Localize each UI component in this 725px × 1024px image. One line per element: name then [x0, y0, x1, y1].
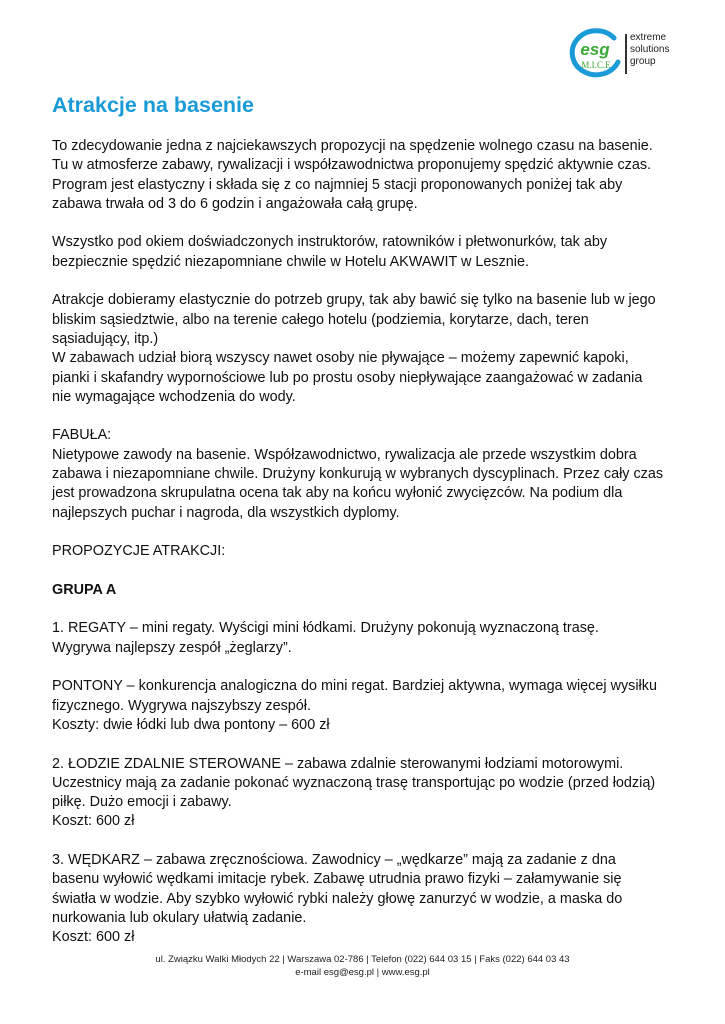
- logo-mark-text: esg: [580, 40, 610, 59]
- paragraph-spacer: [52, 523, 682, 542]
- text-line: W zabawach udział biorą wszyscy nawet osoby nie pływające – możemy zapewnić kapoki,: [52, 350, 629, 367]
- logo-line-3: group: [630, 56, 656, 67]
- page-title: Atrakcje na basenie: [52, 93, 254, 117]
- text-line: Atrakcje dobieramy elastycznie do potrzeb grupy, tak aby bawić się tylko na basenie lub w jego: [52, 292, 656, 309]
- text-line: 3. WĘDKARZ – zabawa zręcznościowa. Zawodnicy – „wędkarze” mają za zadanie z dna: [52, 851, 616, 868]
- text-line: Koszty: dwie łódki lub dwa pontony – 600 zł: [52, 716, 330, 733]
- text-line: zabawa i niezapomniane chwile. Drużyny konkurują w wybranych dyscyplinach. Przez cały czas: [52, 466, 664, 483]
- paragraph-spacer: [52, 735, 682, 754]
- text-line: Koszt: 600 zł: [52, 813, 135, 830]
- text-line: PROPOZYCJE ATRAKCJI:: [52, 543, 226, 560]
- text-line: FABUŁA:: [52, 427, 112, 444]
- text-line: 2. ŁODZIE ZDALNIE STEROWANE – zabawa zdalnie sterowanymi łodziami motorowymi.: [52, 755, 624, 772]
- footer-address: ul. Związku Walki Młodych 22 | Warszawa 02-786 | Telefon (022) 644 03 15 | Faks (022) 644 03 43: [155, 954, 570, 965]
- logo-wordmark: [630, 32, 669, 68]
- text-line: Wygrywa najlepszy zespół „żeglarzy”.: [52, 639, 292, 656]
- text-line: 1. REGATY – mini regaty. Wyścigi mini łódkami. Drużyny pokonują wyznaczoną trasę.: [52, 620, 599, 637]
- text-line: jest prowadzona skrupulatna ocena tak aby na końcu wyłonić zwycięzców. Na podium dla: [52, 485, 623, 502]
- text-line: GRUPA A: [52, 581, 117, 598]
- text-line: Wszystko pod okiem doświadczonych instruktorów, ratowników i płetwonurków, tak aby: [52, 234, 608, 251]
- text-line: pianki i skafandry wypornościowe lub po prostu osoby niepływające zaangażować w zadania: [52, 369, 643, 386]
- paragraph-spacer: [52, 214, 682, 233]
- company-logo: [566, 28, 686, 80]
- text-line: zabawa trwała od 3 do 6 godzin i angażowała całą grupę.: [52, 195, 418, 212]
- paragraph-spacer: [52, 832, 682, 851]
- text-line: basenu wyłowić wędkami imitacje rybek. Zabawę utrudnia prawo fizyki – załamywanie się: [52, 871, 622, 888]
- paragraph-spacer: [52, 407, 682, 426]
- text-line: nurkowania lub okulary ułatwią zadanie.: [52, 909, 307, 926]
- text-line: bliskim sąsiedztwie, albo na terenie całego hotelu (podziemia, korytarze, dach, teren: [52, 311, 589, 328]
- text-line: PONTONY – konkurencja analogiczna do mini regat. Bardziej aktywna, wymaga więcej wysiłku: [52, 678, 657, 695]
- text-line: Program jest elastyczny i składa się z co najmniej 5 stacji proponowanych poniżej tak aby: [52, 176, 623, 193]
- paragraph-spacer: [52, 272, 682, 291]
- logo-line-1: extreme: [630, 32, 667, 43]
- paragraph-spacer: [52, 562, 682, 581]
- logo-mark-subtext: M.I.C.E: [581, 60, 611, 70]
- document-body: [52, 137, 682, 947]
- logo-line-2: solutions: [630, 44, 670, 55]
- text-line: bezpiecznie spędzić niezapomniane chwile w Hotelu AKWAWIT w Lesznie.: [52, 253, 529, 270]
- text-line: nie wymagające wchodzenia do wody.: [52, 388, 296, 405]
- text-line: najlepszych puchar i nagroda, dla wszystkich dyplomy.: [52, 504, 400, 521]
- text-line: Nietypowe zawody na basenie. Współzawodnictwo, rywalizacja ale przede wszystkim dobra: [52, 446, 637, 463]
- paragraph-spacer: [52, 658, 682, 677]
- paragraph-spacer: [52, 600, 682, 619]
- footer-contact: e-mail esg@esg.pl | www.esg.pl: [295, 967, 430, 978]
- text-line: Koszt: 600 zł: [52, 929, 135, 946]
- text-line: sąsiadujący, itp.): [52, 330, 159, 347]
- logo-divider: [625, 34, 627, 74]
- text-line: piłkę. Dużo emocji i zabawy.: [52, 794, 232, 811]
- text-line: fizycznego. Wygrywa najszybszy zespół.: [52, 697, 311, 714]
- text-line: światła w wodzie. Aby szybko wyłowić rybki należy głowę zanurzyć w wodzie, a maska do: [52, 890, 623, 907]
- page-footer: [0, 953, 725, 979]
- esg-logo-mark: [566, 28, 624, 80]
- text-line: To zdecydowanie jedna z najciekawszych propozycji na spędzenie wolnego czasu na basenie.: [52, 138, 653, 154]
- text-line: Tu w atmosferze zabawy, rywalizacji i współzawodnictwa proponujemy spędzić aktywnie czas.: [52, 157, 652, 174]
- text-line: Uczestnicy mają za zadanie pokonać wyznaczoną trasę transportując po wodzie (przed łodzią): [52, 774, 656, 791]
